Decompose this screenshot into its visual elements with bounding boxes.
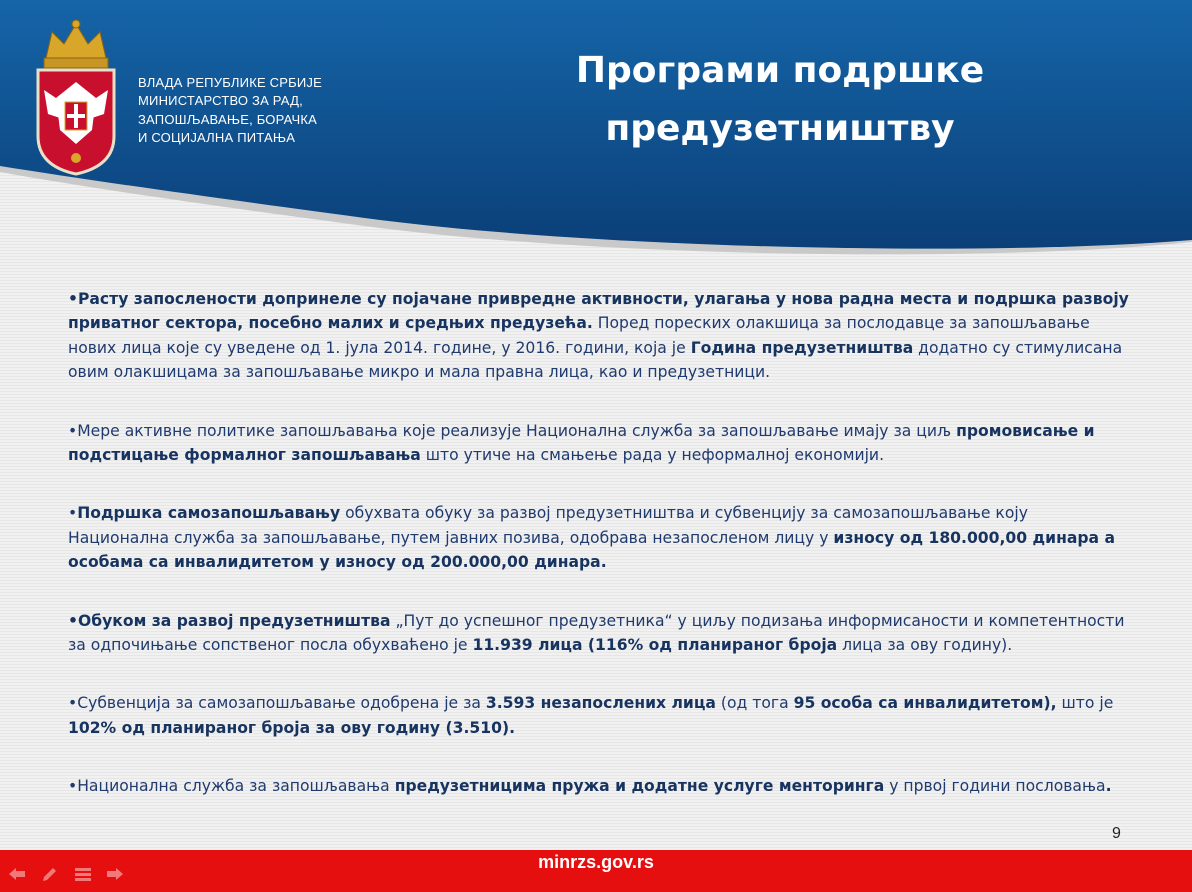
bold-text-run: •Обуком за развој предузетништва bbox=[68, 611, 391, 630]
page-number: 9 bbox=[1112, 825, 1121, 842]
bullet-paragraph-6 bbox=[68, 774, 1130, 798]
bold-text-run: износу од 180.000,00 динара а особама са инвалидитетом у износу од 200.000,00 динара. bbox=[68, 528, 1116, 572]
text-run: •Национална служба за запошљавања bbox=[68, 777, 395, 796]
bold-text-run: 95 особа са инвалидитетом), bbox=[793, 694, 1057, 713]
bold-text-run: . bbox=[1105, 777, 1112, 796]
bold-text-run: 3.593 незапослених лица bbox=[485, 694, 716, 713]
org-name-line-4: И СОЦИЈАЛНА ПИТАЊА bbox=[138, 130, 296, 145]
text-run: „Пут до успешног предузетника“ у циљу подизања информисаности и компетентности за одпочињање сопственог посла обухваћено је bbox=[68, 611, 1125, 655]
text-run: •Субвенција за самозапошљавање одобрена је за bbox=[68, 694, 486, 713]
bullet-paragraph-1 bbox=[68, 287, 1130, 385]
org-name-line-3: ЗАПОШЉАВАЊЕ, БОРАЧКА bbox=[138, 112, 317, 127]
text-run: Поред пореских олакшица за послодавце за запошљавање нових лица које су уведене од 1. јула 2014. године, у 2016. години, која је bbox=[68, 314, 1090, 357]
bold-text-run: Година предузетништва bbox=[690, 338, 914, 357]
footer-url[interactable]: minrzs.gov.rs bbox=[538, 852, 654, 872]
slide-content bbox=[68, 287, 1130, 833]
org-name-line-2: МИНИСТАРСТВО ЗА РАД, bbox=[138, 93, 303, 108]
bold-text-run: 102% од планираног броја за ову годину (3.510). bbox=[68, 718, 516, 737]
bullet-paragraph-4 bbox=[68, 609, 1130, 658]
text-run: лица за ову годину). bbox=[837, 636, 1013, 655]
bold-text-run: промовисање и подстицање формалног запошљавања bbox=[68, 421, 1095, 465]
text-run: додатно су стимулисана овим олакшицама за запошљавање микро и мала правна лица, као и предузетници. bbox=[68, 338, 1123, 382]
bold-text-run: 11.939 лица (116% од планираног броја bbox=[472, 636, 838, 655]
text-run: •Мере активне политике запошљавања које реализује Национална служба за запошљавање имају за циљ bbox=[68, 421, 957, 440]
text-run: • bbox=[68, 504, 78, 523]
page-title-line-2: предузетништву bbox=[605, 108, 955, 149]
bullet-paragraph-3 bbox=[68, 501, 1130, 574]
org-name-line-1: ВЛАДА РЕПУБЛИКЕ СРБИЈЕ bbox=[138, 75, 322, 90]
serbian-coat-of-arms-icon bbox=[34, 18, 118, 178]
page-title-line-1: Програми подршке bbox=[575, 50, 985, 91]
bold-text-run: •Расту запослености допринеле су појачане привредне активности, улагања у нова радна места и подршка развоју приватног сектора, посебно малих и средњих предузећа. bbox=[68, 290, 1129, 333]
bullet-paragraph-5 bbox=[68, 691, 1130, 740]
text-run: (од тога bbox=[715, 694, 794, 713]
bold-text-run: предузетницима пружа и додатне услуге менторинга bbox=[394, 777, 885, 796]
text-run: обухвата обуку за развој предузетништва и субвенцију за самозапошљавање коју Национална служба за запошљавање, путем јавних позива, одобрава незапосленом лицу у bbox=[68, 504, 1028, 547]
bold-text-run: Подршка самозапошљавању bbox=[77, 504, 341, 523]
text-run: што утиче на смањење рада у неформалној економији. bbox=[420, 446, 885, 465]
text-run: што је bbox=[1056, 694, 1114, 713]
bullet-paragraph-2 bbox=[68, 419, 1130, 468]
text-run: у првој години пословања bbox=[884, 777, 1106, 796]
